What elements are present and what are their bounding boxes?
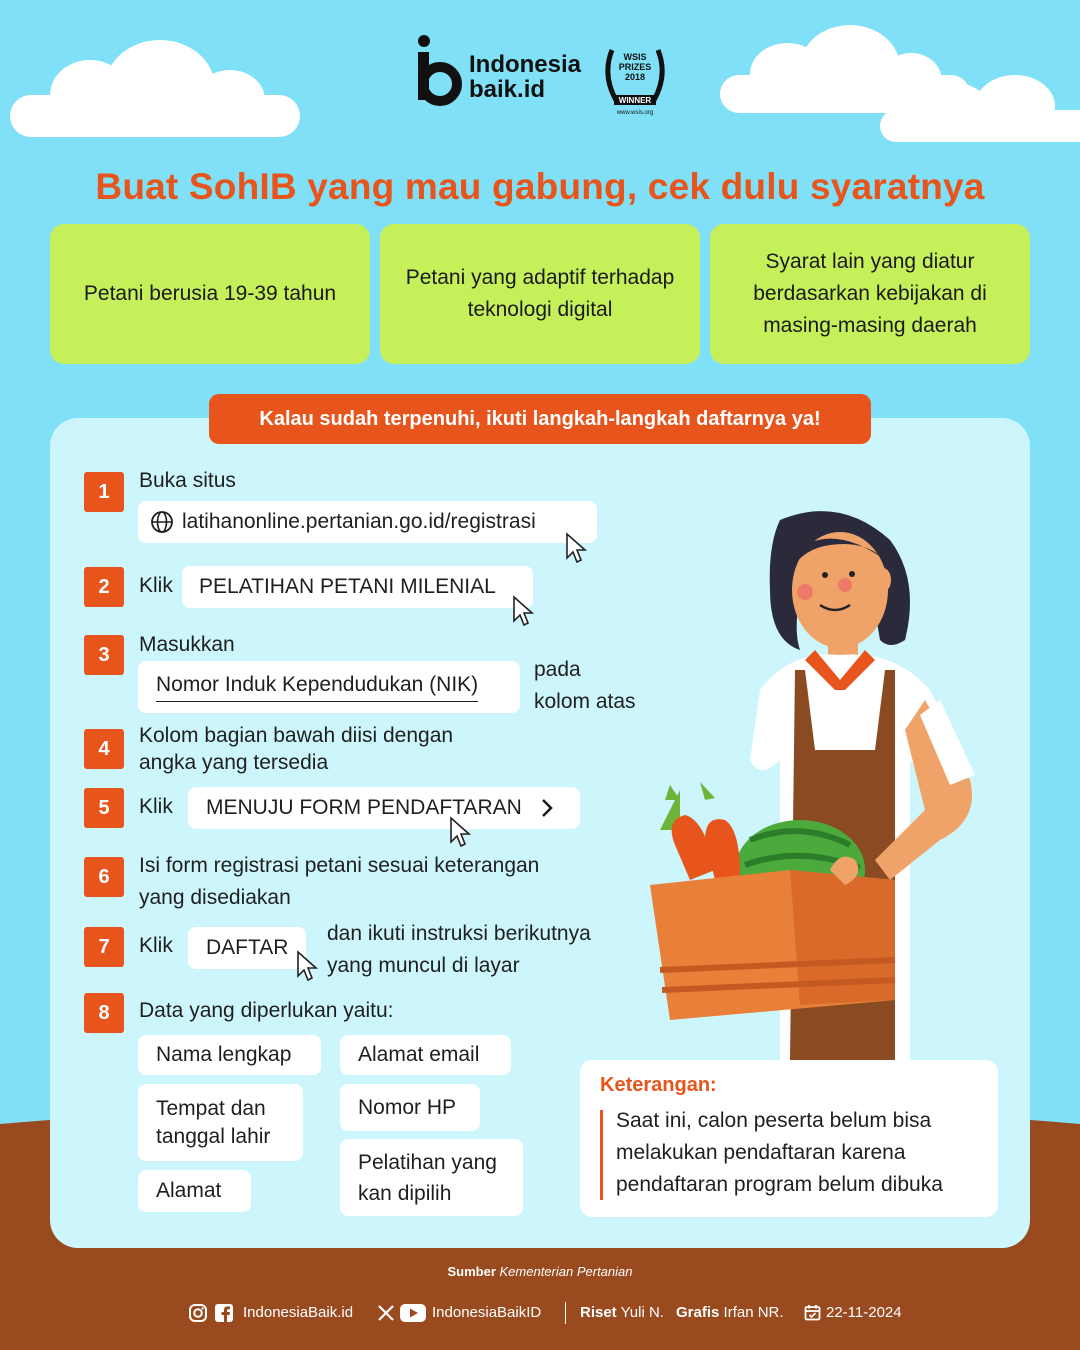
- x-twitter-icon[interactable]: [377, 1304, 395, 1322]
- logo-text: [469, 52, 581, 102]
- step-6-number: 6: [84, 857, 124, 897]
- logo-mark-icon: [414, 34, 464, 108]
- step-1-number: 1: [84, 472, 124, 512]
- data-item-alamat: [138, 1170, 251, 1212]
- requirement-card-digital: [380, 224, 700, 364]
- nik-input[interactable]: [138, 661, 520, 713]
- step-4-number: 4: [84, 729, 124, 769]
- cursor-icon: [296, 950, 320, 982]
- award-line1: WSIS: [623, 52, 647, 62]
- footer-social-2[interactable]: IndonesiaBaikID: [432, 1304, 542, 1321]
- cursor-icon: [565, 532, 589, 564]
- keterangan-line1: Saat ini, calon peserta belum bisa: [616, 1109, 932, 1132]
- data-item-label-line1: Pelatihan yang: [358, 1150, 497, 1174]
- step-2-text: Klik: [139, 574, 173, 597]
- cloud-left: [10, 40, 300, 140]
- step-4-line1: Kolom bagian bawah diisi dengan: [139, 724, 454, 747]
- globe-icon: [150, 510, 174, 534]
- requirement-text: Petani yang adaptif terhadap teknologi digital: [405, 266, 675, 321]
- data-item-label-line2: kan dipilih: [358, 1181, 452, 1205]
- step-7-after-2: yang muncul di layar: [327, 954, 520, 977]
- source-value: Kementerian Pertanian: [499, 1264, 633, 1279]
- url-text: latihanonline.pertanian.go.id/registrasi: [182, 510, 536, 533]
- steps-banner: Kalau sudah terpenuhi, ikuti langkah-langkah daftarnya ya!: [209, 394, 871, 444]
- award-line5: www.wsis.org: [616, 110, 654, 116]
- wsis-award-badge: [600, 40, 670, 116]
- data-item-label: Nomor HP: [358, 1095, 457, 1119]
- keterangan-line2: melakukan pendaftaran karena: [616, 1141, 906, 1164]
- step-4-line2: angka yang tersedia: [139, 751, 329, 774]
- step-5-text: Klik: [139, 795, 173, 818]
- data-item-pelatihan: [340, 1139, 523, 1216]
- cloud-far-right: [880, 75, 1080, 145]
- step-3-text: Masukkan: [139, 633, 235, 656]
- calendar-icon: [804, 1304, 821, 1321]
- footer-grafis: [676, 1304, 784, 1321]
- url-box[interactable]: [138, 501, 597, 543]
- data-item-label: Alamat email: [358, 1043, 480, 1066]
- step-3-number: 3: [84, 635, 124, 675]
- step-3-after-1: pada: [534, 658, 581, 681]
- step-6-line2: yang disediakan: [139, 886, 291, 909]
- step-7-number: 7: [84, 927, 124, 967]
- footer-social-1[interactable]: IndonesiaBaik.id: [243, 1304, 354, 1321]
- riset-value: Yuli N.: [620, 1304, 664, 1321]
- menuju-form-pendaftaran-button[interactable]: [188, 787, 580, 829]
- pelatihan-petani-milenial-button[interactable]: [182, 566, 533, 608]
- farmer-illustration: [640, 500, 980, 1060]
- keterangan-bar: [600, 1110, 603, 1200]
- step-3-after-2: kolom atas: [534, 690, 636, 713]
- step-8-text: Data yang diperlukan yaitu:: [139, 999, 394, 1022]
- requirement-card-age: [50, 224, 370, 364]
- youtube-icon[interactable]: [400, 1304, 426, 1322]
- award-line4: WINNER: [618, 96, 652, 105]
- footer: [0, 1302, 1080, 1326]
- requirement-text: Petani berusia 19-39 tahun: [83, 282, 337, 305]
- daftar-button[interactable]: [188, 927, 306, 969]
- data-item-label: Alamat: [156, 1179, 222, 1202]
- keterangan-title: Keterangan:: [600, 1074, 717, 1096]
- cursor-icon: [449, 816, 473, 848]
- keterangan-box: [580, 1060, 998, 1217]
- facebook-icon[interactable]: [214, 1303, 234, 1323]
- requirement-card-other: [710, 224, 1030, 364]
- step-7-after-1: dan ikuti instruksi berikutnya: [327, 922, 591, 945]
- footer-riset: [580, 1304, 664, 1321]
- step-1-text: Buka situs: [139, 469, 236, 492]
- grafis-label: Grafis: [676, 1304, 720, 1321]
- step-5-number: 5: [84, 788, 124, 828]
- cursor-icon: [512, 595, 536, 627]
- step-7-text: Klik: [139, 934, 173, 957]
- step-8-number: 8: [84, 993, 124, 1033]
- nik-field-label: Nomor Induk Kependudukan (NIK): [156, 673, 478, 702]
- source-label: Sumber: [447, 1264, 496, 1279]
- chevron-right-icon: [540, 798, 554, 818]
- data-item-tempat-tanggal-lahir: [138, 1084, 303, 1161]
- requirement-text: Syarat lain yang diatur berdasarkan kebijakan di masing-masing daerah: [753, 250, 987, 337]
- footer-divider: [565, 1302, 566, 1324]
- logo-line1: Indonesia: [469, 51, 582, 78]
- button-label: DAFTAR: [206, 936, 289, 959]
- award-text: [600, 52, 670, 118]
- page-title: Buat SohIB yang mau gabung, cek dulu syaratnya: [95, 166, 985, 207]
- data-item-nomor-hp: [340, 1084, 480, 1131]
- data-item-alamat-email: [340, 1035, 511, 1075]
- source-line: [0, 1264, 1080, 1279]
- button-label: PELATIHAN PETANI MILENIAL: [199, 575, 496, 598]
- instagram-icon[interactable]: [188, 1303, 208, 1323]
- data-item-label-line1: Tempat dan: [156, 1096, 266, 1120]
- award-line3: 2018: [624, 72, 646, 82]
- button-label: MENUJU FORM PENDAFTARAN: [206, 796, 522, 819]
- footer-date: 22-11-2024: [826, 1304, 902, 1321]
- data-item-nama-lengkap: [138, 1035, 321, 1075]
- step-6-line1: Isi form registrasi petani sesuai keterangan: [139, 854, 540, 877]
- indonesiabaik-logo: [414, 34, 674, 114]
- step-2-number: 2: [84, 567, 124, 607]
- award-line2: PRIZES: [618, 62, 652, 72]
- riset-label: Riset: [580, 1304, 617, 1321]
- logo-line2: baik.id: [469, 76, 546, 103]
- data-item-label: Nama lengkap: [156, 1043, 292, 1066]
- keterangan-line3: pendaftaran program belum dibuka: [616, 1173, 943, 1196]
- keterangan-body: [616, 1105, 986, 1201]
- grafis-value: Irfan NR.: [723, 1304, 784, 1321]
- data-item-label-line2: tanggal lahir: [156, 1124, 271, 1148]
